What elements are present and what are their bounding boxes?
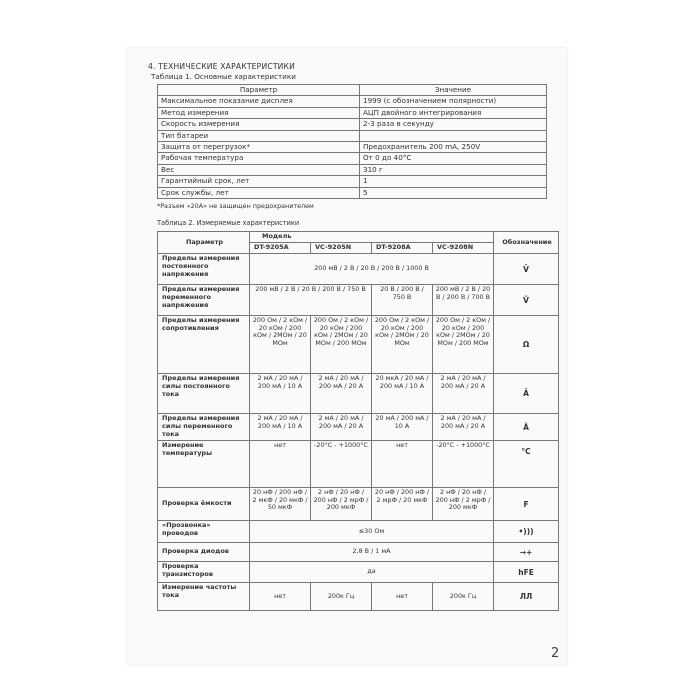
value-cell: 200 мВ / 2 В / 20 В / 200 В / 750 В <box>250 285 372 316</box>
table-header-cell: Параметр <box>158 85 360 96</box>
table-row <box>158 414 559 441</box>
value-cell: 200 Ом / 2 кОм / 20 кОм / 200 кОм / 2МОм / 20 МОм / 200 МОм <box>311 316 372 374</box>
value-cell: 2,8 В / 1 мА <box>250 543 494 562</box>
value-cell: -20°С - +1000°С <box>433 441 494 488</box>
param-cell: Пределы измерения переменного напряжения <box>158 285 250 316</box>
model-header: VC-9205N <box>311 243 372 254</box>
table-cell: 1999 (с обозначением полярности) <box>360 96 547 107</box>
capacitance-symbol: F <box>494 488 559 521</box>
param-cell: Проверка диодов <box>158 543 250 562</box>
dc-current-symbol: Ā <box>494 374 559 414</box>
table-row <box>158 164 547 175</box>
table-cell: Гарантийный срок, лет <box>158 176 360 187</box>
main-specs-table <box>157 84 547 199</box>
transistor-symbol: hFE <box>494 562 559 583</box>
table-cell: АЦП двойного интегрирования <box>360 107 547 118</box>
table-cell: Предохранитель 200 mA, 250V <box>360 142 547 153</box>
value-cell: да <box>250 562 494 583</box>
measured-specs-table <box>157 231 559 611</box>
value-cell: нет <box>250 441 311 488</box>
table-row <box>158 96 547 107</box>
table-row <box>158 176 547 187</box>
value-cell: 200 мВ / 2 В / 20 В / 200 В / 700 В <box>433 285 494 316</box>
table-row <box>158 488 559 521</box>
value-cell: 200 мВ / 2 В / 20 В / 200 В / 1000 В <box>250 254 494 285</box>
value-cell: 20 мА / 200 мА / 10 А <box>372 414 433 441</box>
value-cell: 2 мА / 20 мА / 200 мА / 20 А <box>433 414 494 441</box>
table-row <box>158 254 559 285</box>
table-row <box>158 562 559 583</box>
page-number: 2 <box>551 646 560 661</box>
param-cell: Пределы измерения сопротивления <box>158 316 250 374</box>
table-cell: Срок службы, лет <box>158 187 360 198</box>
table-row <box>158 374 559 414</box>
table-cell: 1 <box>360 176 547 187</box>
document-content <box>145 62 560 611</box>
table-row <box>158 285 559 316</box>
value-cell: нет <box>250 583 311 611</box>
dc-voltage-symbol: V̄ <box>494 254 559 285</box>
table2-caption: Таблица 2. Измеряемые характеристики <box>157 219 300 228</box>
ohm-symbol: Ω <box>494 316 559 374</box>
table-row <box>158 583 559 611</box>
table-cell: Скорость измерения <box>158 119 360 130</box>
value-cell: 200 Ом / 2 кОм / 20 кОм / 200 кОм / 2МОм / 20 МОм <box>250 316 311 374</box>
param-cell: Пределы измерения постоянного напряжения <box>158 254 250 285</box>
table-row <box>158 232 559 243</box>
value-cell: 20 мкА / 20 мА / 200 мА / 10 А <box>372 374 433 414</box>
param-cell: Пределы измерения силы переменного тока <box>158 414 250 441</box>
param-cell: Проверка транзисторов <box>158 562 250 583</box>
table-row <box>158 521 559 543</box>
table-cell: 2-3 раза в секунду <box>360 119 547 130</box>
diode-icon: →+ <box>494 543 559 562</box>
value-cell: 200 Ом / 2 кОм / 20 кОм / 200 кОм / 2МОм / 20 МОм / 200 МОм <box>433 316 494 374</box>
value-cell: 2 нФ / 20 нФ / 200 нФ / 2 мрФ / 200 мкФ <box>311 488 372 521</box>
table-row <box>158 187 547 198</box>
table-row <box>158 107 547 118</box>
ac-voltage-symbol: Ṽ <box>494 285 559 316</box>
table1-footnote: *Разъем «20А» не защищен предохранителем <box>157 202 314 211</box>
ac-current-symbol: Ã <box>494 414 559 441</box>
table-row <box>158 441 559 488</box>
table-cell: От 0 до 40°С <box>360 153 547 164</box>
table-cell: Максимальное показание дисплея <box>158 96 360 107</box>
param-cell: «Прозвонка» проводов <box>158 521 250 543</box>
table-header-cell: Значение <box>360 85 547 96</box>
value-cell: 20 нФ / 200 нФ / 2 мрФ / 20 мкФ <box>372 488 433 521</box>
param-cell: Измерение частоты тока <box>158 583 250 611</box>
table-cell: Защита от перегрузок* <box>158 142 360 153</box>
table-cell: Вес <box>158 164 360 175</box>
table-cell <box>360 130 547 141</box>
value-cell: 2 нФ / 20 нФ / 200 нФ / 2 мрФ / 200 мкФ <box>433 488 494 521</box>
value-cell: 2 мА / 20 мА / 200 мА / 10 А <box>250 414 311 441</box>
table-row <box>158 543 559 562</box>
table-cell: Метод измерения <box>158 107 360 118</box>
table-row <box>158 130 547 141</box>
value-cell: 2 мА / 20 мА / 200 мА / 20 А <box>311 374 372 414</box>
value-cell: 20 В / 200 В / 750 В <box>372 285 433 316</box>
table-row <box>158 153 547 164</box>
value-cell: 200 Ом / 2 кОм / 20 кОм / 200 кОм / 2МОм / 20 МОм <box>372 316 433 374</box>
table-cell: 310 г <box>360 164 547 175</box>
value-cell: 200к Гц <box>311 583 372 611</box>
temperature-symbol: °C <box>494 441 559 488</box>
model-header: VC-9208N <box>433 243 494 254</box>
table-row <box>158 119 547 130</box>
section-title: 4. ТЕХНИЧЕСКИЕ ХАРАКТЕРИСТИКИ <box>148 62 296 71</box>
param-cell: Пределы измерения силы постоянного тока <box>158 374 250 414</box>
value-cell: нет <box>372 583 433 611</box>
value-cell: 2 мА / 20 мА / 200 мА / 20 А <box>311 414 372 441</box>
table-row <box>158 142 547 153</box>
model-header: DT-9208A <box>372 243 433 254</box>
value-cell: 20 нФ / 200 нФ / 2 мкФ / 20 мкФ / 50 мкФ <box>250 488 311 521</box>
param-cell: Проверка ёмкости <box>158 488 250 521</box>
value-cell: 2 мА / 20 мА / 200 мА / 20 А <box>433 374 494 414</box>
table-row <box>158 85 547 96</box>
continuity-icon: •))) <box>494 521 559 543</box>
param-header: Параметр <box>158 232 250 254</box>
value-cell: 2 мА / 20 мА / 200 мА / 10 А <box>250 374 311 414</box>
value-cell: 200к Гц <box>433 583 494 611</box>
value-cell: -20°С - +1000°С <box>311 441 372 488</box>
param-cell: Измерение температуры <box>158 441 250 488</box>
table-cell: Тип батареи <box>158 130 360 141</box>
table1-caption: Таблица 1. Основные характеристики <box>151 72 296 81</box>
value-cell: ≤30 Ом <box>250 521 494 543</box>
table-row <box>158 316 559 374</box>
value-cell: нет <box>372 441 433 488</box>
model-group-header: Модель <box>250 232 494 243</box>
model-header: DT-9205A <box>250 243 311 254</box>
symbol-header: Обозначение <box>494 232 559 254</box>
frequency-icon: ЛЛ <box>494 583 559 611</box>
table-cell: 5 <box>360 187 547 198</box>
table-cell: Рабочая температура <box>158 153 360 164</box>
